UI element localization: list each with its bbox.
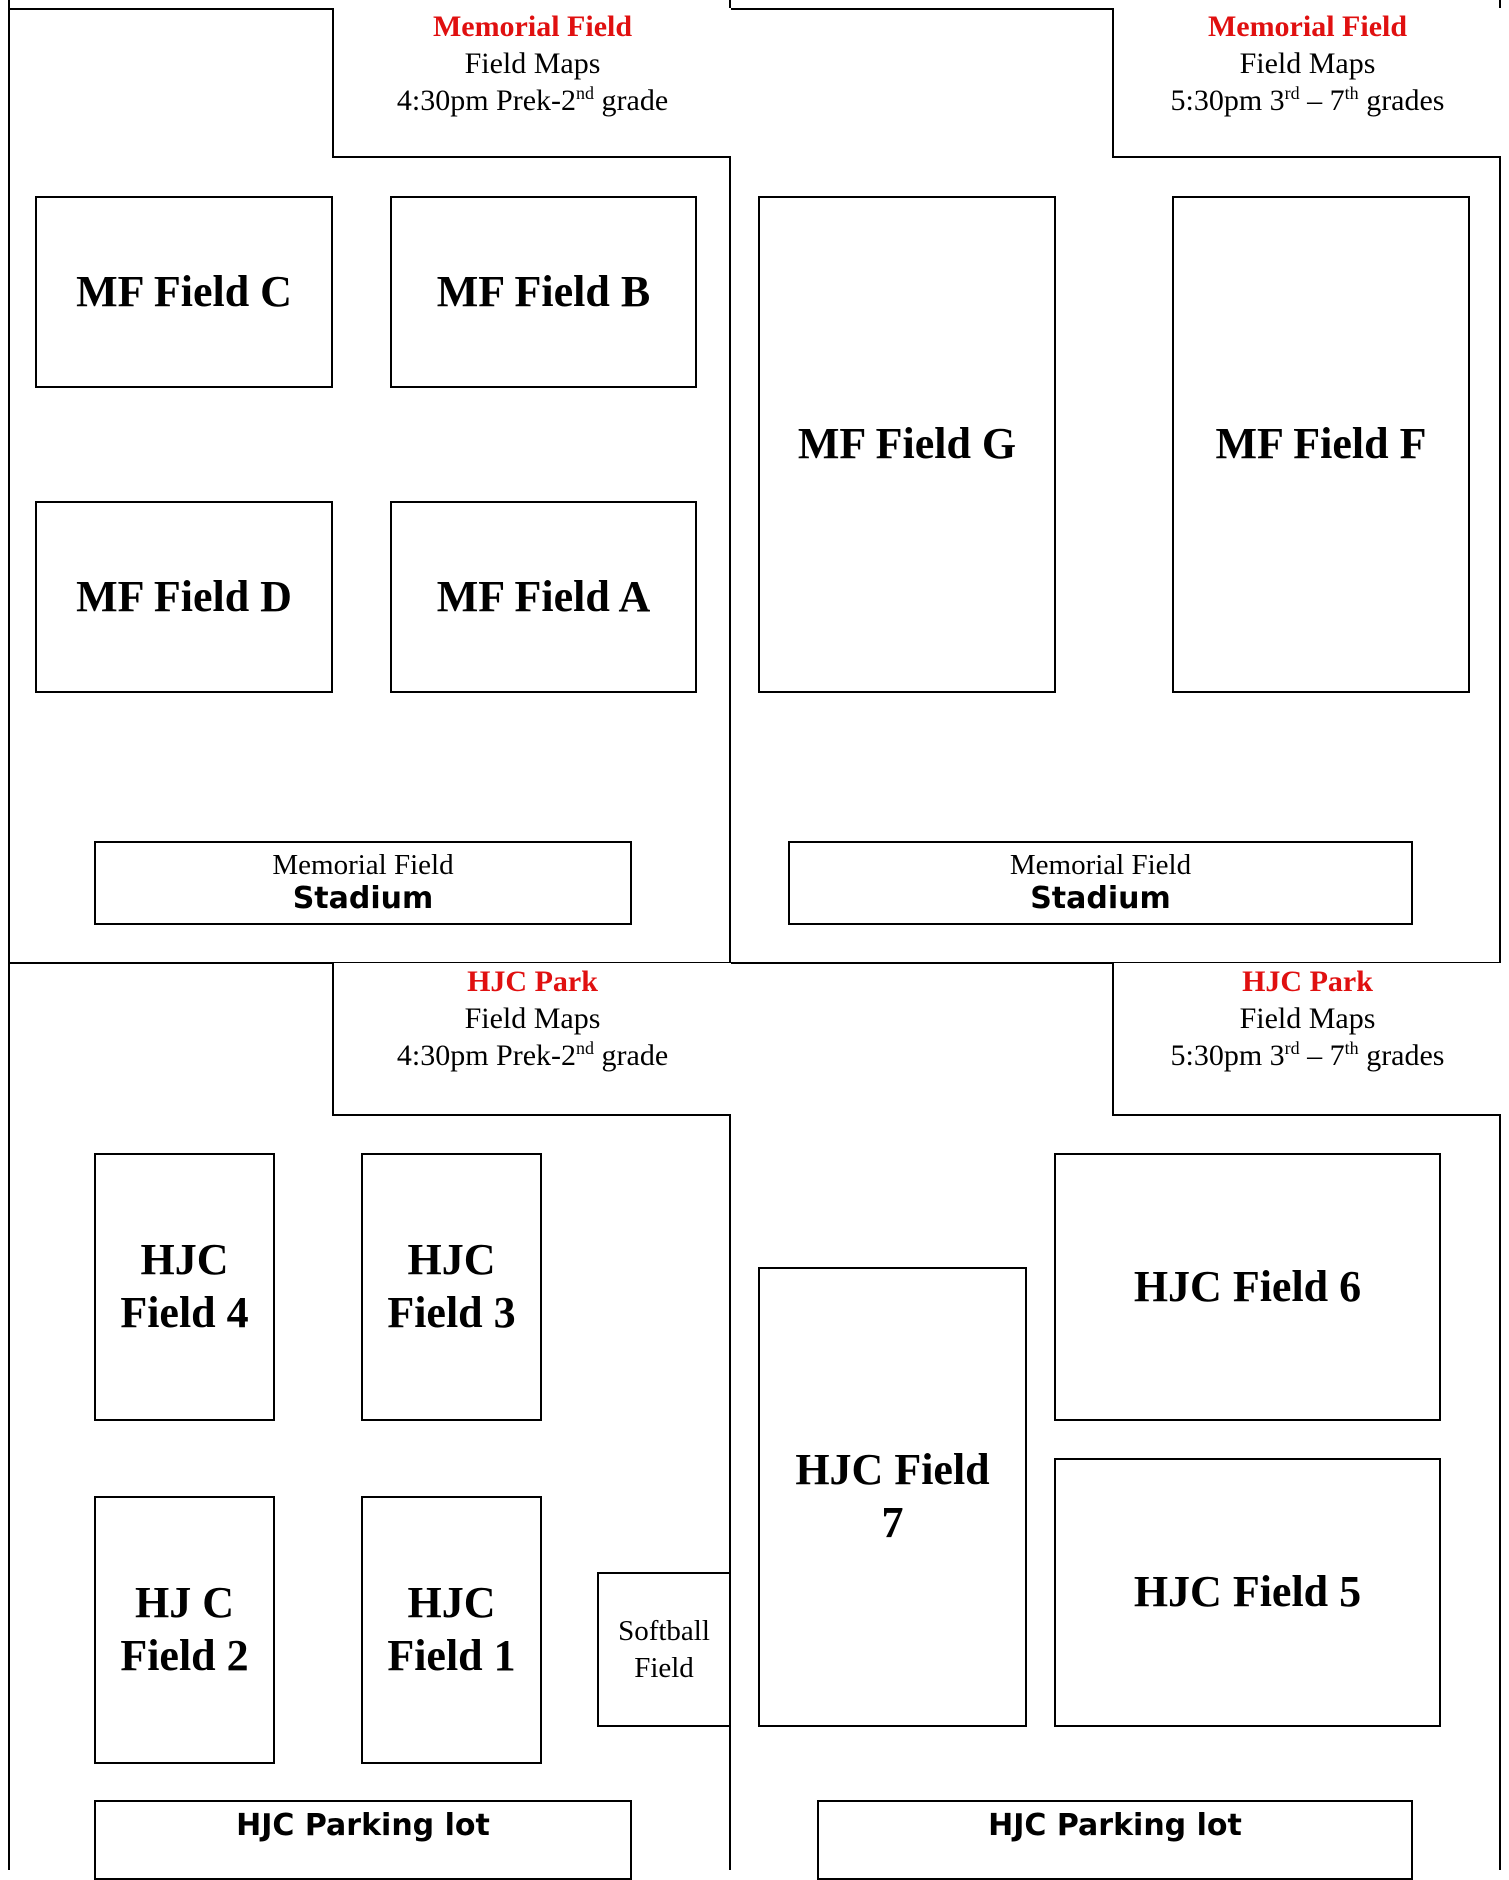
softball-field: Softball Field xyxy=(597,1572,731,1727)
header-time: 5:30pm 3rd – 7th grades xyxy=(1170,83,1445,117)
park-name: Memorial Field xyxy=(432,10,633,43)
park-name: HJC Park xyxy=(467,965,598,998)
mf-field-f: MF Field F xyxy=(1172,196,1470,693)
memorial-right-header xyxy=(1112,8,1501,158)
hjc-right-header xyxy=(1112,963,1501,1116)
park-name: HJC Park xyxy=(1242,965,1373,998)
header-time: 4:30pm Prek-2nd grade xyxy=(396,83,669,117)
hjc-field-1: HJC Field 1 xyxy=(361,1496,542,1764)
hjc-field-5: HJC Field 5 xyxy=(1054,1458,1441,1727)
stadium-label: Stadium xyxy=(1030,881,1171,916)
memorial-left-stadium xyxy=(94,841,632,925)
header-subtitle: Field Maps xyxy=(464,47,601,80)
hjc-field-7: HJC Field 7 xyxy=(758,1267,1027,1727)
hjc-left-parking-lot: HJC Parking lot xyxy=(94,1800,632,1880)
mf-field-b: MF Field B xyxy=(390,196,697,388)
hjc-left-header xyxy=(332,963,731,1116)
park-name: Memorial Field xyxy=(1207,10,1408,43)
stadium-label: Stadium xyxy=(292,881,434,916)
memorial-left-header xyxy=(332,8,731,158)
mf-field-g: MF Field G xyxy=(758,196,1056,693)
mf-field-a: MF Field A xyxy=(390,501,697,693)
frame-left-border xyxy=(8,0,10,1870)
hjc-right-parking-lot: HJC Parking lot xyxy=(817,1800,1413,1880)
stadium-sub: Memorial Field xyxy=(272,849,454,881)
header-time: 4:30pm Prek-2nd grade xyxy=(396,1038,669,1072)
mf-field-c: MF Field C xyxy=(35,196,333,388)
hjc-field-4: HJC Field 4 xyxy=(94,1153,275,1421)
header-subtitle: Field Maps xyxy=(1239,47,1376,80)
hjc-field-2: HJ C Field 2 xyxy=(94,1496,275,1764)
header-time: 5:30pm 3rd – 7th grades xyxy=(1170,1038,1445,1072)
frame-right-border xyxy=(1499,0,1501,1870)
mf-field-d: MF Field D xyxy=(35,501,333,693)
hjc-field-3: HJC Field 3 xyxy=(361,1153,542,1421)
header-subtitle: Field Maps xyxy=(1239,1002,1376,1035)
stadium-sub: Memorial Field xyxy=(1009,849,1192,881)
memorial-right-stadium xyxy=(788,841,1413,925)
header-subtitle: Field Maps xyxy=(464,1002,601,1035)
hjc-field-6: HJC Field 6 xyxy=(1054,1153,1441,1421)
